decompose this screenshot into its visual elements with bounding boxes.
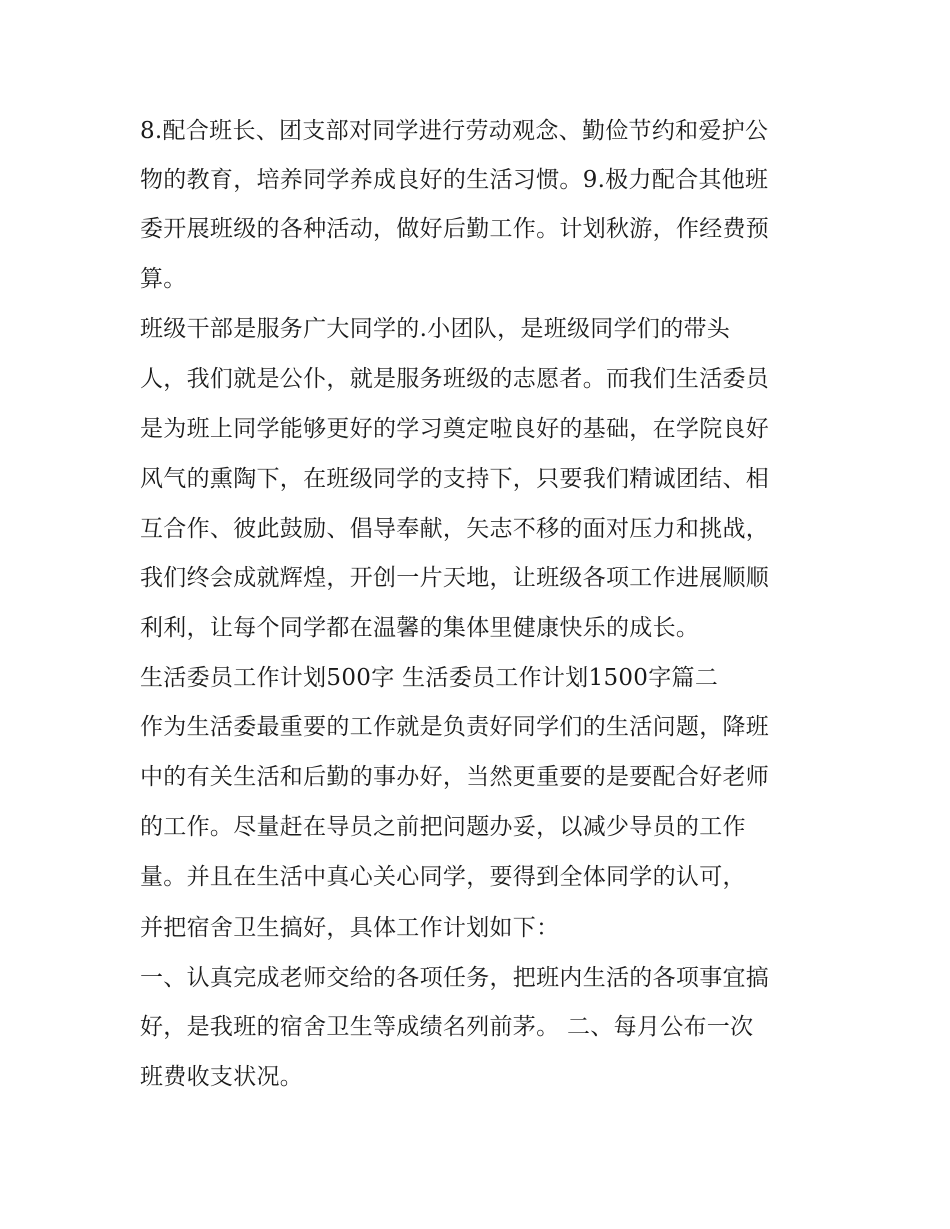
text-line: 8.配合班长、团支部对同学进行劳动观念、勤俭节约和爱护公	[140, 118, 769, 144]
text-line: 好，是我班的宿舍卫生等成绩名列前茅。 二、每月公布一次	[140, 1014, 754, 1040]
text-line: 委开展班级的各种活动，做好后勤工作。计划秋游，作经费预	[140, 216, 770, 242]
text-line: 的工作。尽量赶在导员之前把问题办妥，以减少导员的工作	[140, 814, 746, 840]
text-line: 班级干部是服务广大同学的.小团队，是班级同学们的带头	[140, 316, 731, 342]
text-line: 作为生活委最重要的工作就是负责好同学们的生活问题，降班	[140, 714, 770, 740]
text-line: 算。	[140, 266, 187, 292]
text-line: 人，我们就是公仆，就是服务班级的志愿者。而我们生活委员	[140, 366, 770, 392]
text-line: 一、认真完成老师交给的各项任务，把班内生活的各项事宜搞	[140, 965, 770, 991]
text-line: 中的有关生活和后勤的事办好，当然更重要的是要配合好老师	[140, 764, 770, 790]
text-line: 我们终会成就辉煌，开创一片天地，让班级各项工作进展顺顺	[140, 565, 770, 591]
text-line: 班费收支状况。	[140, 1064, 304, 1090]
text-line: 物的教育，培养同学养成良好的生活习惯。9.极力配合其他班	[140, 167, 769, 193]
text-line: 风气的熏陶下，在班级同学的支持下，只要我们精诚团结、相	[140, 466, 770, 492]
text-line: 并把宿舍卫生搞好，具体工作计划如下：	[140, 915, 560, 941]
text-line: 生活委员工作计划500字 生活委员工作计划1500字篇二	[140, 665, 719, 691]
text-line: 量。并且在生活中真心关心同学，要得到全体同学的认可，	[140, 864, 746, 890]
text-line: 是为班上同学能够更好的学习奠定啦良好的基础，在学院良好	[140, 416, 770, 442]
text-line: 互合作、彼此鼓励、倡导奉献，矢志不移的面对压力和挑战，	[140, 516, 770, 542]
text-line: 利利，让每个同学都在温馨的集体里健康快乐的成长。	[140, 615, 700, 641]
